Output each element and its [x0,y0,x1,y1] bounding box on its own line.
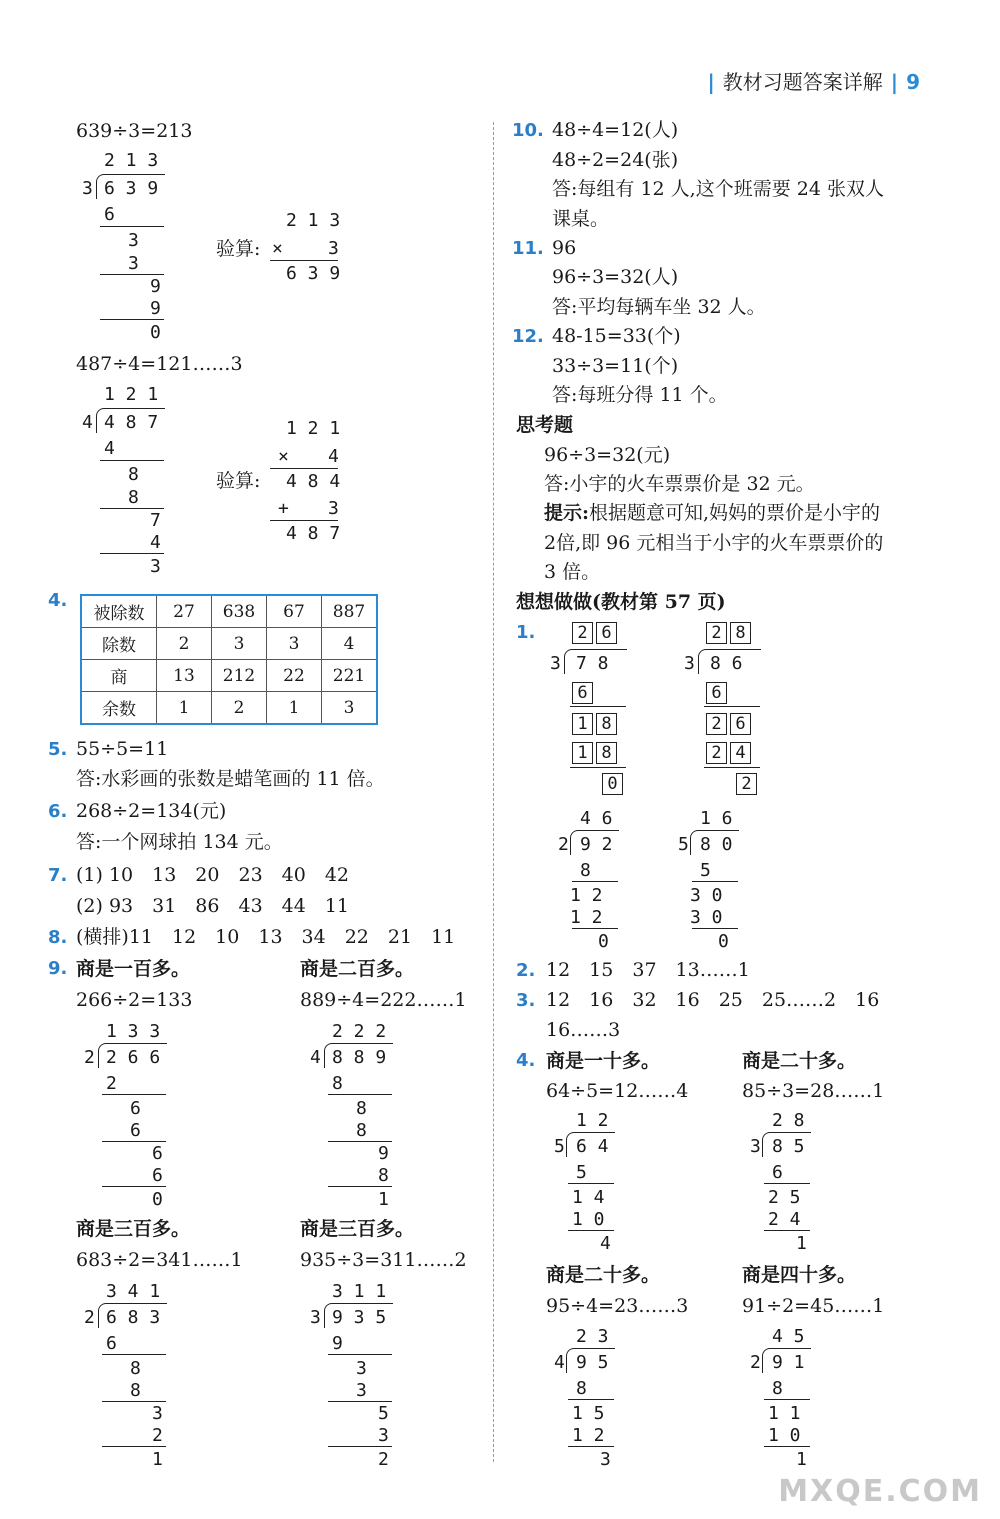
answer-box: 2 [736,773,757,795]
step: 8 [130,1380,141,1401]
step: 8 [128,487,139,508]
step-line [568,1399,614,1400]
step-line [328,1141,392,1142]
step: 1 [796,1233,807,1254]
quotient: 2 8 [772,1110,805,1131]
q5-equation: 55÷5=11 [76,738,169,760]
sum: 4 8 7 [286,523,341,544]
divisor: 4 [310,1047,321,1068]
q5-number: 5. [48,739,68,760]
step: 1 [378,1189,389,1210]
table-cell: 13 [157,660,212,692]
check-label: 验算: [216,470,261,492]
step-line [764,1183,810,1184]
step: 4 [150,532,161,553]
quotient: 1 3 3 [106,1021,161,1042]
hint-label: 提示: [544,502,590,524]
q9b-equation: 889÷4=222……1 [300,989,467,1011]
table-cell: 1 [157,692,212,725]
step: 1 0 [572,1209,605,1230]
step: 3 0 [690,907,723,928]
quotient: 1 6 [700,808,733,829]
dividend: 8 8 9 [332,1047,387,1068]
divisor: 2 [750,1352,761,1373]
q3a-equation: 639÷3=213 [76,120,193,142]
step: 8 [576,1378,587,1399]
q6-equation: 268÷2=134(元) [76,800,227,822]
table-cell: 2 [212,692,267,725]
step-boxes [572,713,620,735]
q11-line1: 96 [552,237,577,259]
q6-number: 6. [48,801,68,822]
q9c-label: 商是三百多。 [76,1218,191,1240]
r1-number: 1. [516,622,536,643]
answer-box: 2 [706,713,727,735]
step-boxes [572,742,620,764]
q9a-label: 商是一百多。 [76,958,191,980]
step-boxes [706,682,730,704]
step: 3 [128,230,139,251]
step: 3 [356,1380,367,1401]
step: 9 [332,1333,343,1354]
divisor: 2 [84,1047,95,1068]
table-cell: 27 [157,595,212,628]
q10-line2: 48÷2=24(张) [552,149,679,171]
xx-title: 想想做做(教材第 57 页) [516,591,726,613]
row-header: 余数 [81,692,157,725]
step-line [570,767,626,768]
q10-line4: 课桌。 [552,208,610,230]
product: 6 3 9 [286,263,341,284]
think-line2: 答:小宇的火车票票价是 32 元。 [544,473,815,495]
step: 9 [150,298,161,319]
quotient: 1 2 [576,1110,609,1131]
page-header [699,66,920,95]
factor: 4 [328,446,339,467]
dividend: 4 8 7 [104,412,159,433]
step-line [764,1399,810,1400]
page-number: 9 [906,70,920,94]
step-line [270,520,338,521]
divisor: 5 [678,834,689,855]
step: 5 [700,860,711,881]
dividend: 6 4 [576,1136,609,1157]
step: 7 [150,510,161,531]
step-line [328,1446,392,1447]
step: 8 [580,860,591,881]
step-line [102,1094,166,1095]
q4-table [80,594,378,725]
answer-box: 8 [596,713,617,735]
step: 5 [378,1403,389,1424]
answer-box: 4 [730,742,751,764]
divisor: 2 [84,1307,95,1328]
q9-number: 9. [48,958,68,979]
product: 4 8 4 [286,471,341,492]
q11-line3: 答:平均每辆车坐 32 人。 [552,296,766,318]
step: 8 [772,1378,783,1399]
quotient: 4 6 [580,808,613,829]
check-label: 验算: [216,238,261,260]
step: 8 [332,1073,343,1094]
step: 1 [796,1449,807,1470]
table-cell: 4 [322,628,378,660]
divisor: 3 [82,178,93,199]
answer-box: 8 [730,622,751,644]
step: 6 [130,1120,141,1141]
divisor: 3 [310,1307,321,1328]
step: 2 4 [768,1209,801,1230]
step: 2 5 [768,1187,801,1208]
dividend: 8 5 [772,1136,805,1157]
step: 6 [130,1098,141,1119]
r4c-label: 商是二十多。 [546,1264,661,1286]
step: 1 [152,1449,163,1470]
q11-number: 11. [512,238,544,259]
q9d-label: 商是三百多。 [300,1218,415,1240]
step: 8 [128,464,139,485]
step: 3 [356,1358,367,1379]
step-line [704,767,760,768]
think-line4: 2倍,即 96 元相当于小宇的火车票票价的 [544,532,884,554]
watermark: MXQE.COM [778,1474,982,1509]
r2-text: 12 15 37 13……1 [546,959,750,981]
step: 1 5 [572,1403,605,1424]
table-row [81,628,377,660]
step-boxes [602,773,626,795]
step-line [328,1401,392,1402]
table-cell: 3 [212,628,267,660]
times-symbol: × [272,238,283,259]
quotient-boxes [572,622,620,644]
table-cell: 3 [267,628,322,660]
q12-line1: 48-15=33(个) [552,325,681,347]
dividend: 9 2 [580,834,613,855]
step: 3 0 [690,885,723,906]
step-line [100,508,164,509]
step-line [692,881,738,882]
q12-line2: 33÷3=11(个) [552,355,679,377]
step: 1 1 [768,1403,801,1424]
r4b-label: 商是二十多。 [742,1050,857,1072]
q3b-equation: 487÷4=121……3 [76,353,243,375]
step-line [102,1354,166,1355]
table-cell: 212 [212,660,267,692]
divisor: 4 [82,412,93,433]
row-header: 除数 [81,628,157,660]
step-line [692,928,738,929]
step: 1 2 [570,907,603,928]
table-cell: 2 [157,628,212,660]
step-line [764,1230,810,1231]
r4b-equation: 85÷3=28……1 [742,1080,885,1102]
addend: 3 [328,498,339,519]
step: 0 [150,322,161,343]
factor: 1 2 1 [286,418,341,439]
think-line3 [544,504,880,523]
factor: 2 1 3 [286,210,341,231]
header-title: 教材习题答案详解 [722,70,883,94]
step: 0 [598,931,609,952]
step-line [764,1446,810,1447]
q12-line3: 答:每班分得 11 个。 [552,384,728,406]
step-line [100,274,164,275]
q4-number: 4. [48,590,68,611]
q7-number: 7. [48,865,68,886]
answer-box: 6 [596,622,617,644]
table-row [81,692,377,725]
r2-number: 2. [516,960,536,981]
answer-box: 2 [706,742,727,764]
step-line [570,706,626,707]
quotient: 3 4 1 [106,1281,161,1302]
q9c-equation: 683÷2=341……1 [76,1249,243,1271]
answer-box: 2 [572,622,593,644]
step: 9 [150,276,161,297]
step: 6 [152,1143,163,1164]
step-line [100,553,164,554]
step-boxes [572,682,596,704]
table-cell: 3 [322,692,378,725]
step-line [328,1354,392,1355]
step: 1 4 [572,1187,605,1208]
q11-line2: 96÷3=32(人) [552,266,679,288]
step-line [102,1401,166,1402]
header-separator-icon: | [707,70,715,94]
q10-line3: 答:每组有 12 人,这个班需要 24 张双人 [552,178,884,200]
dividend: 9 3 5 [332,1307,387,1328]
step: 5 [576,1162,587,1183]
q10-line1: 48÷4=12(人) [552,119,679,141]
table-cell: 887 [322,595,378,628]
divisor: 2 [558,834,569,855]
step: 8 [356,1120,367,1141]
step-line [704,706,760,707]
step-line [328,1186,392,1187]
step-line [270,468,338,469]
step: 6 [106,1333,117,1354]
q6-answer: 答:一个网球拍 134 元。 [76,831,283,853]
answer-box: 1 [572,742,593,764]
answer-box: 0 [602,773,623,795]
q8-text: (横排)11 12 10 13 34 22 21 11 [76,926,456,948]
dividend: 8 6 [710,653,743,674]
quotient: 4 5 [772,1326,805,1347]
dividend: 2 6 6 [106,1047,161,1068]
q10-number: 10. [512,120,544,141]
r3-line1: 12 16 32 16 25 25……2 16 [546,989,880,1011]
answer-box: 2 [706,622,727,644]
table-cell: 1 [267,692,322,725]
hint-text: 根据题意可知,妈妈的票价是小宇的 [589,502,881,524]
quotient-boxes [706,622,754,644]
r4d-label: 商是四十多。 [742,1264,857,1286]
step-line [568,1446,614,1447]
step-line [100,226,164,227]
row-header: 商 [81,660,157,692]
dividend: 8 0 [700,834,733,855]
answer-box: 6 [730,713,751,735]
step-line [100,460,164,461]
step-line [572,928,618,929]
r4-number: 4. [516,1050,536,1071]
dividend: 7 8 [576,653,609,674]
step-line [568,1183,614,1184]
quotient: 2 1 3 [104,150,159,171]
step-boxes [706,742,754,764]
divisor: 3 [684,653,695,674]
q12-number: 12. [512,326,544,347]
step-line [568,1230,614,1231]
step: 6 [772,1162,783,1183]
dividend: 9 5 [576,1352,609,1373]
q7-line1: (1) 10 13 20 23 40 42 [76,864,350,886]
divisor: 3 [750,1136,761,1157]
table-row [81,595,377,628]
table-row [81,660,377,692]
column-divider [493,122,494,1462]
step-line [102,1186,166,1187]
step: 1 2 [570,885,603,906]
divisor: 5 [554,1136,565,1157]
step-line [102,1141,166,1142]
r4a-label: 商是一十多。 [546,1050,661,1072]
step: 2 [106,1073,117,1094]
times-symbol: × [278,446,289,467]
step: 4 [600,1233,611,1254]
step: 3 [128,253,139,274]
divisor: 3 [550,653,561,674]
table-cell: 638 [212,595,267,628]
quotient: 1 2 1 [104,384,159,405]
q5-answer: 答:水彩画的张数是蜡笔画的 11 倍。 [76,768,385,790]
quotient: 3 1 1 [332,1281,387,1302]
r4d-equation: 91÷2=45……1 [742,1295,885,1317]
step: 1 0 [768,1425,801,1446]
step: 2 [378,1449,389,1470]
header-separator-icon: | [890,70,899,94]
step: 1 2 [572,1425,605,1446]
r3-number: 3. [516,990,536,1011]
r3-line2: 16……3 [546,1019,621,1041]
step: 8 [378,1165,389,1186]
plus-symbol: + [278,498,289,519]
factor: 3 [328,238,339,259]
answer-box: 6 [572,682,593,704]
table-cell: 22 [267,660,322,692]
step-boxes [706,713,754,735]
think-line1: 96÷3=32(元) [544,444,671,466]
row-header: 被除数 [81,595,157,628]
think-title: 思考题 [516,414,574,436]
step: 0 [718,931,729,952]
step: 6 [152,1165,163,1186]
r4c-equation: 95÷4=23……3 [546,1295,689,1317]
step: 3 [600,1449,611,1470]
step-line [328,1094,392,1095]
step: 3 [152,1403,163,1424]
answer-box: 6 [706,682,727,704]
r4a-equation: 64÷5=12……4 [546,1080,689,1102]
dividend: 6 3 9 [104,178,159,199]
table-cell: 67 [267,595,322,628]
divisor: 4 [554,1352,565,1373]
step: 3 [150,556,161,577]
q8-number: 8. [48,927,68,948]
quotient: 2 3 [576,1326,609,1347]
step: 0 [152,1189,163,1210]
step-line [572,881,618,882]
think-line5: 3 倍。 [544,561,601,583]
step: 8 [130,1358,141,1379]
step: 3 [378,1425,389,1446]
step: 9 [378,1143,389,1164]
step-boxes [736,773,760,795]
answer-box: 1 [572,713,593,735]
answer-box: 8 [596,742,617,764]
table-cell: 221 [322,660,378,692]
quotient: 2 2 2 [332,1021,387,1042]
step-line [270,260,338,261]
q9d-equation: 935÷3=311……2 [300,1249,467,1271]
q9a-equation: 266÷2=133 [76,989,193,1011]
step: 8 [356,1098,367,1119]
step: 4 [104,438,115,459]
dividend: 6 8 3 [106,1307,161,1328]
step-line [102,1446,166,1447]
step-line [100,319,164,320]
dividend: 9 1 [772,1352,805,1373]
step: 6 [104,204,115,225]
step: 2 [152,1425,163,1446]
q9b-label: 商是二百多。 [300,958,415,980]
q7-line2: (2) 93 31 86 43 44 11 [76,895,350,917]
